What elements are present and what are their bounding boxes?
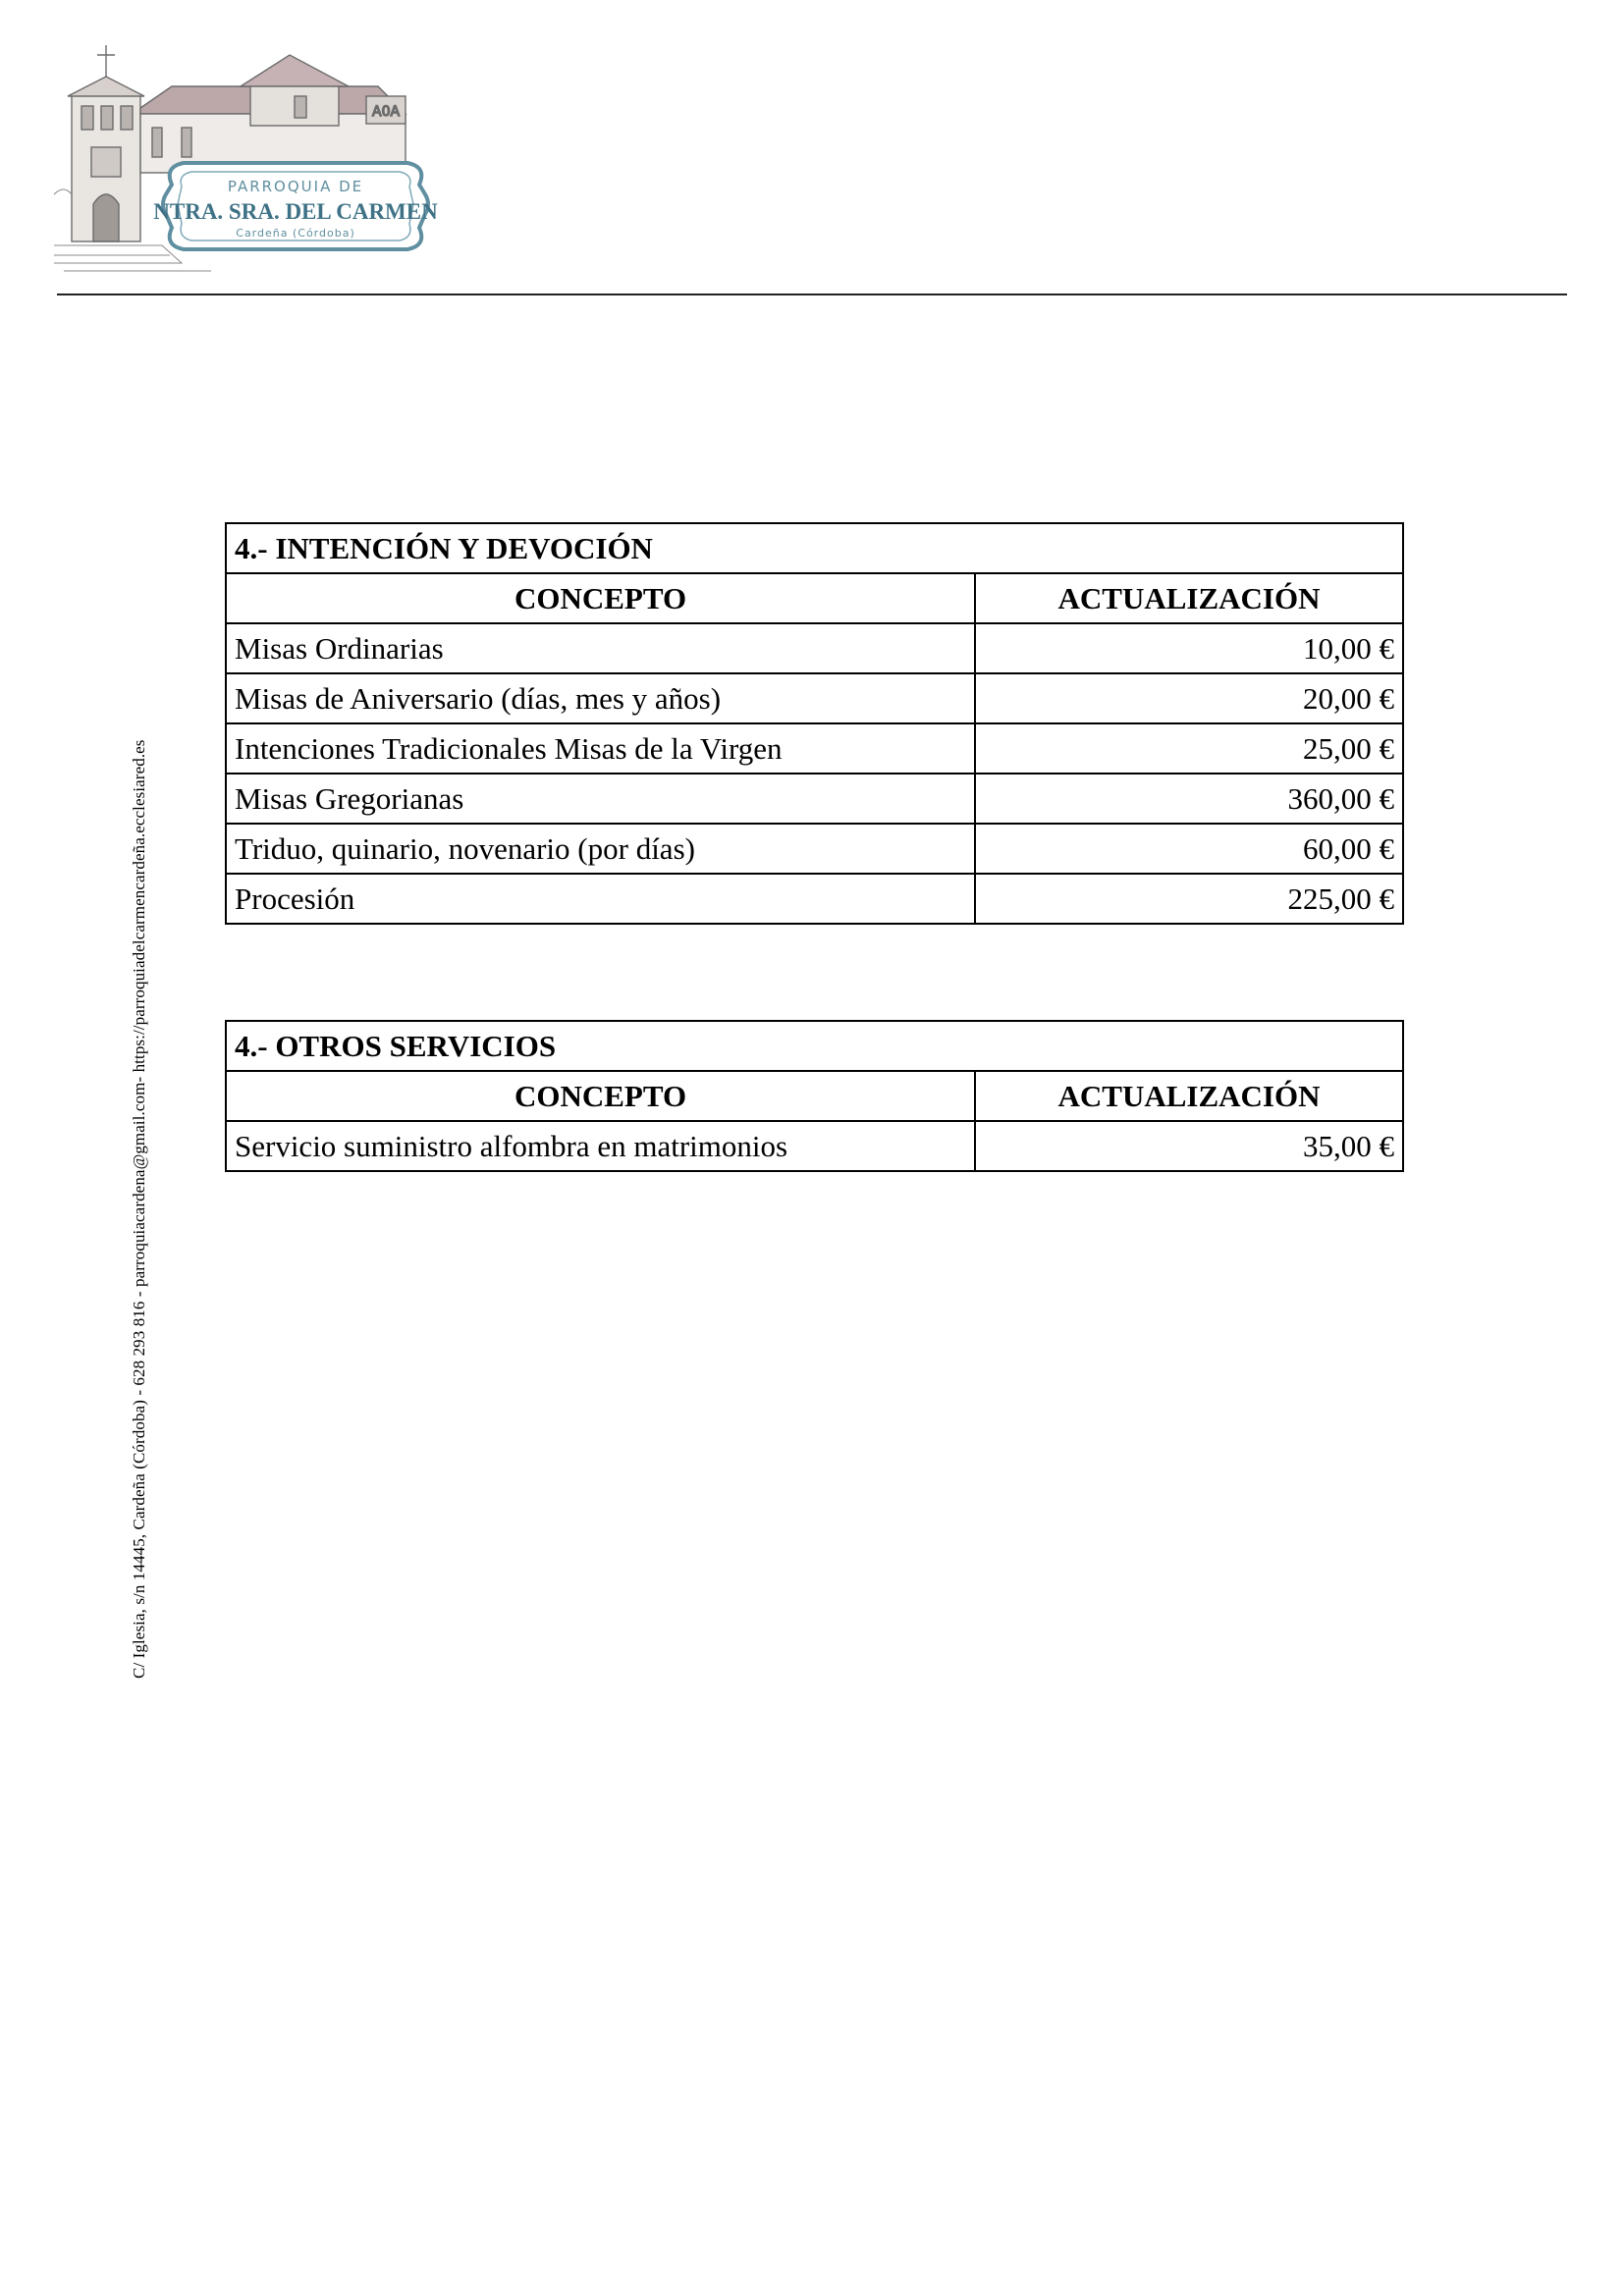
row-concept: Misas de Aniversario (días, mes y años) [226, 673, 975, 723]
column-header-actualizacion: ACTUALIZACIÓN [975, 1071, 1403, 1121]
table-title: 4.- OTROS SERVICIOS [226, 1021, 1403, 1071]
contact-side-text: C/ Iglesia, s/n 14445, Cardeña (Córdoba) - 628 293 816 - parroquiacardena@gmail.com- https://parroquiadelcarmencardeña.ecclesiared.es [130, 739, 148, 1679]
column-header-concepto: CONCEPTO [226, 573, 975, 623]
row-concept: Triduo, quinario, novenario (por días) [226, 824, 975, 874]
svg-text:A0A: A0A [372, 104, 401, 120]
fees-table-otros-servicios [225, 1020, 1404, 1172]
row-amount: 25,00 € [975, 723, 1403, 774]
table-row [226, 774, 1403, 824]
fees-table-intencion [225, 522, 1404, 925]
table-title: 4.- INTENCIÓN Y DEVOCIÓN [226, 523, 1403, 573]
row-amount: 225,00 € [975, 874, 1403, 924]
logo-line-2: NTRA. SRA. DEL CARMEN [153, 199, 438, 224]
logo-line-1: PARROQUIA DE [227, 178, 364, 195]
row-amount: 20,00 € [975, 673, 1403, 723]
table-header-row [226, 1071, 1403, 1121]
table-row [226, 1121, 1403, 1171]
parish-logo [54, 37, 476, 283]
table-row [226, 723, 1403, 774]
row-concept: Intenciones Tradicionales Misas de la Virgen [226, 723, 975, 774]
logo-line-3: Cardeña (Córdoba) [236, 227, 355, 240]
row-amount: 10,00 € [975, 623, 1403, 673]
column-header-concepto: CONCEPTO [226, 1071, 975, 1121]
row-concept: Misas Gregorianas [226, 774, 975, 824]
row-concept: Servicio suministro alfombra en matrimonios [226, 1121, 975, 1171]
table-row [226, 623, 1403, 673]
column-header-actualizacion: ACTUALIZACIÓN [975, 573, 1403, 623]
row-amount: 60,00 € [975, 824, 1403, 874]
table-row [226, 874, 1403, 924]
table-row [226, 824, 1403, 874]
row-amount: 360,00 € [975, 774, 1403, 824]
table-title-row [226, 1021, 1403, 1071]
row-concept: Procesión [226, 874, 975, 924]
table-title-row [226, 523, 1403, 573]
row-amount: 35,00 € [975, 1121, 1403, 1171]
table-row [226, 673, 1403, 723]
row-concept: Misas Ordinarias [226, 623, 975, 673]
table-header-row [226, 573, 1403, 623]
header-divider [57, 294, 1567, 295]
